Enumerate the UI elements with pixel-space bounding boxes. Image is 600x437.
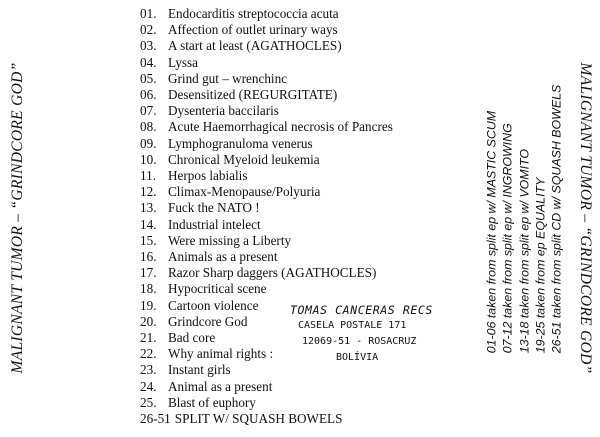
track-number: 07. — [140, 103, 157, 119]
track-number: 18. — [140, 281, 157, 297]
track-title: Industrial intelect — [168, 216, 261, 232]
track-title: Why animal rights : — [168, 346, 274, 362]
track-title: Animal as a present — [168, 378, 273, 394]
spine-title-left: MALIGNANT TUMOR – “GRINDCORE GOD” — [9, 62, 26, 374]
track-title: Desensitized (REGURGITATE) — [168, 87, 338, 103]
track-title: Chronical Myeloid leukemia — [168, 151, 320, 167]
track-title: A start at least (AGATHOCLES) — [168, 38, 342, 54]
track-number: 21. — [140, 330, 157, 346]
track-item — [140, 103, 393, 119]
label-contact — [284, 302, 433, 366]
track-title: Affection of outlet urinary ways — [168, 22, 338, 38]
source-note: 13-18 taken from split ep w/ VOMITO — [516, 148, 531, 354]
right-spine — [572, 0, 598, 437]
track-item — [140, 379, 393, 395]
track-title: Dysenteria baccilaris — [168, 103, 279, 119]
track-title: Lymphogranuloma venerus — [168, 135, 313, 151]
track-number: 14. — [140, 216, 157, 232]
track-number: 06. — [140, 87, 157, 103]
track-title: Animals as a present — [168, 249, 278, 265]
track-number: 04. — [140, 54, 157, 70]
track-item — [140, 265, 393, 281]
track-item — [140, 119, 393, 135]
track-item — [140, 87, 393, 103]
track-number: 12. — [140, 184, 157, 200]
source-note: 26-51 taken from split CD w/ SQUASH BOWELS — [549, 84, 564, 354]
track-number: 24. — [140, 378, 157, 394]
track-title: Endocarditis streptococcia acuta — [168, 6, 339, 21]
track-item — [140, 249, 393, 265]
track-item — [140, 217, 393, 233]
track-number: 09. — [140, 135, 157, 151]
track-item — [140, 71, 393, 87]
label-city: 12069-51 - ROSACRUZ — [302, 336, 417, 347]
label-country: BOLÍVIA — [336, 352, 379, 363]
track-title: Blast of euphory — [168, 394, 256, 410]
track-title: SPLIT W/ SQUASH BOWELS — [174, 411, 343, 427]
source-note: 07-12 taken from split ep w/ INGROWING — [500, 123, 515, 354]
track-number: 15. — [140, 232, 157, 248]
track-title: Fuck the NATO ! — [168, 200, 260, 216]
track-item — [140, 411, 393, 427]
track-number: 11. — [140, 168, 156, 184]
track-item — [140, 168, 393, 184]
track-title: Acute Haemorrhagical necrosis of Pancres — [168, 119, 393, 135]
track-item — [140, 22, 393, 38]
left-spine — [6, 0, 30, 437]
track-number: 22. — [140, 346, 157, 362]
track-number: 01. — [140, 6, 157, 21]
track-item — [140, 395, 393, 411]
track-item — [140, 38, 393, 54]
track-item — [140, 6, 393, 22]
track-title: Razor Sharp daggers (AGATHOCLES) — [168, 265, 377, 281]
track-number: 03. — [140, 38, 157, 54]
track-number: 25. — [140, 394, 157, 410]
track-number: 16. — [140, 249, 157, 265]
spine-title-right: MALIGNANT TUMOR – “GRINDCORE GOD” — [577, 62, 594, 374]
track-number: 26-51 — [140, 411, 171, 427]
track-number: 17. — [140, 265, 157, 281]
source-notes — [476, 14, 572, 424]
track-title: Instant girls — [168, 362, 231, 378]
track-item — [140, 200, 393, 216]
track-number: 02. — [140, 22, 157, 38]
track-number: 13. — [140, 200, 157, 216]
label-name: TOMAS CANCERAS RECS — [290, 303, 433, 317]
track-title: Herpos labialis — [168, 168, 248, 184]
track-number: 08. — [140, 119, 157, 135]
track-title: Hypocritical scene — [168, 281, 267, 297]
track-item — [140, 281, 393, 297]
track-item — [140, 184, 393, 200]
track-title: Grindcore God — [168, 313, 248, 329]
source-note: 01-06 taken from split ep w/ MASTIC SCUM — [484, 110, 499, 354]
source-note: 19-25 taken from ep EQUALITY — [533, 177, 548, 354]
track-item — [140, 233, 393, 249]
track-title: Lyssa — [168, 54, 199, 70]
track-item — [140, 152, 393, 168]
track-number: 05. — [140, 70, 157, 86]
track-number: 10. — [140, 151, 157, 167]
track-title: Grind gut – wrenchinc — [168, 70, 288, 86]
track-number: 23. — [140, 362, 157, 378]
track-title: Climax-Menopause/Polyuria — [168, 184, 321, 200]
track-title: Cartoon violence — [168, 297, 259, 313]
label-address: CASELA POSTALE 171 — [298, 320, 407, 331]
track-title: Bad core — [168, 330, 216, 346]
track-number: 19. — [140, 297, 157, 313]
track-item — [140, 55, 393, 71]
track-title: Were missing a Liberty — [168, 232, 292, 248]
track-item — [140, 136, 393, 152]
track-number: 20. — [140, 313, 157, 329]
